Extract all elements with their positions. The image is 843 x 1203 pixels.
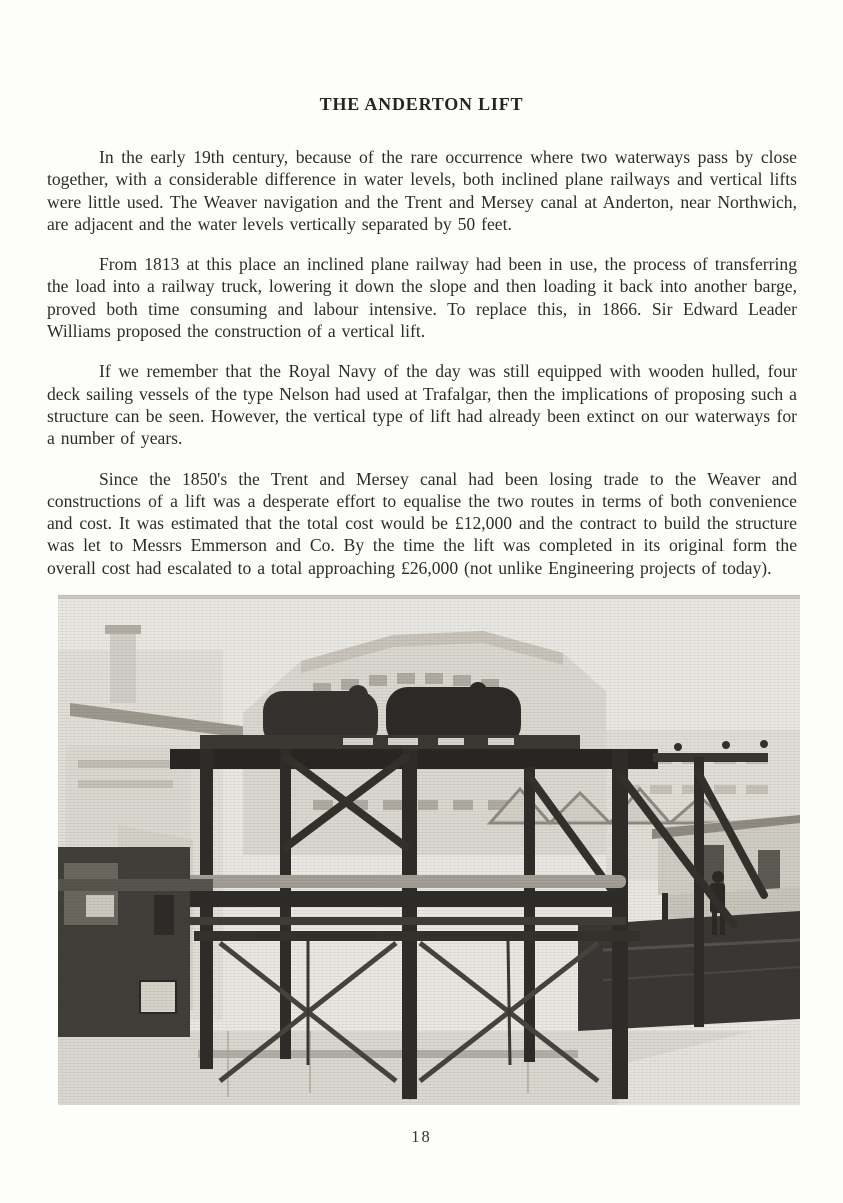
paragraph-2: From 1813 at this place an inclined plane railway had been in use, the process of transferring the load into a railway truck, lowering it down the slope and then loading it back into another barge, proved both time consuming and labour intensive. To replace this, in 1866. Sir Edward Leader Williams proposed the construction of a vertical lift. xyxy=(47,254,797,342)
page-title: THE ANDERTON LIFT xyxy=(319,94,524,114)
text-column xyxy=(47,146,797,1105)
anderton-lift-photo-illustration xyxy=(58,595,800,1105)
anderton-lift-photograph xyxy=(58,595,800,1105)
photo-barge-left xyxy=(58,847,213,1037)
paragraph-1: In the early 19th century, because of the rare occurrence where two waterways pass by close together, with a considerable difference in water levels, both inclined plane railways and vertical lifts were little used. The Weaver navigation and the Trent and Mersey canal at Anderton, near Northwich, are adjacent and the water levels vertically separated by 50 feet. xyxy=(47,147,797,234)
paragraph-3: If we remember that the Royal Navy of the day was still equipped with wooden hulled, four deck sailing vessels of the type Nelson had used at Trafalgar, then the implications of proposing such a structure can be seen. However, the vertical type of lift had already been extinct on our waterways for a number of years. xyxy=(47,361,797,449)
paragraph-4: Since the 1850's the Trent and Mersey canal had been losing trade to the Weaver and constructions of a lift was a desperate effort to equalise the two routes in terms of both convenience and cost. It was estimated that the total cost would be £12,000 and the contract to build the structure was let to Messrs Emmerson and Co. By the time the lift was completed in its original form the overall cost had escalated to a total approaching £26,000 (not unlike Engineering projects of today). xyxy=(47,468,797,578)
page-number: 18 xyxy=(411,1127,432,1147)
